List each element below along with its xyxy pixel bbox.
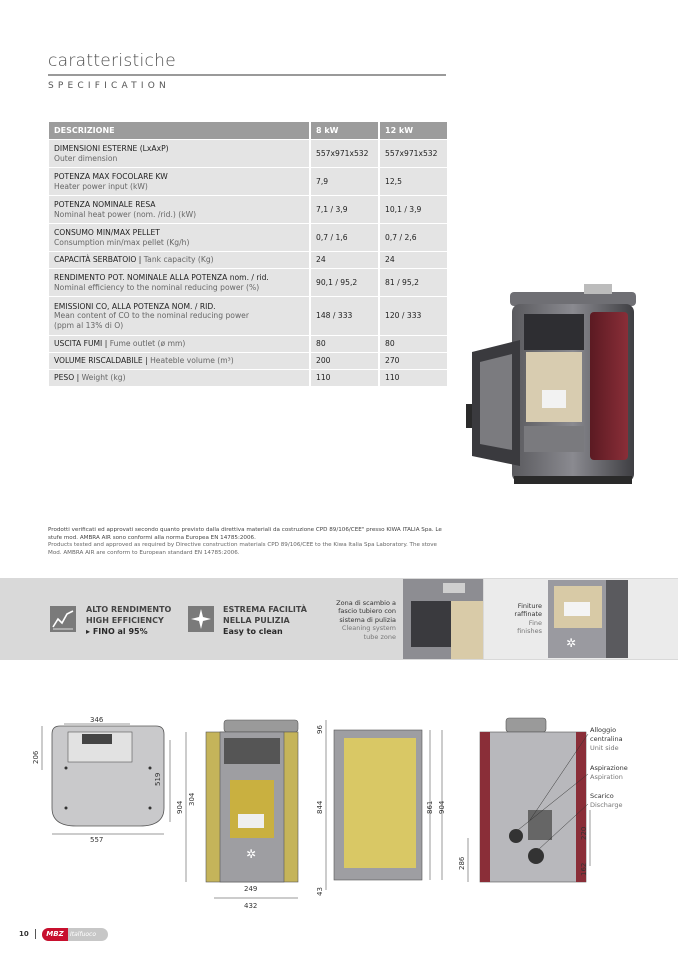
spec-desc xyxy=(49,168,309,195)
finish-it-1: Finiture xyxy=(517,602,542,610)
spec-value-12kw: 270 xyxy=(378,353,447,369)
table-row xyxy=(49,168,447,195)
spec-desc xyxy=(49,297,309,335)
stove-side-panel xyxy=(590,312,628,460)
dim-back-right: 220 xyxy=(580,826,588,840)
dim-front-total-width: 432 xyxy=(244,902,258,910)
spec-value-8kw: 557x971x532 xyxy=(309,140,378,167)
spec-value-8kw: 80 xyxy=(309,336,378,352)
spec-value-12kw: 10,1 / 3,9 xyxy=(378,196,447,223)
spec-desc-en: Weight (kg) xyxy=(81,373,126,383)
dim-back-bottom: 162 xyxy=(580,862,588,876)
page-title: caratteristiche xyxy=(48,51,176,71)
spec-table xyxy=(49,121,447,387)
spec-value-12kw: 110 xyxy=(378,370,447,386)
spec-desc-en: Outer dimension xyxy=(54,153,118,163)
feature-efficiency-en: HIGH EFFICIENCY xyxy=(86,615,164,625)
spec-value-12kw: 120 / 333 xyxy=(378,297,447,335)
stove-display xyxy=(584,284,612,294)
table-row xyxy=(49,353,447,369)
spec-value-8kw: 148 / 333 xyxy=(309,297,378,335)
feature-zone-text xyxy=(318,599,396,641)
zone-en-2: tube zone xyxy=(363,632,396,641)
svg-text:✲: ✲ xyxy=(246,847,257,861)
brand-logo xyxy=(42,928,108,941)
spec-value-12kw: 0,7 / 2,6 xyxy=(378,224,447,251)
dim-front-door-width: 249 xyxy=(244,885,258,893)
spec-desc-en-2: (ppm al 13% di O) xyxy=(54,320,124,330)
page-subtitle: SPECIFICATION xyxy=(48,81,170,91)
stove-door-glass xyxy=(480,354,512,450)
feature-efficiency-value: ▸ FINO al 95% xyxy=(86,626,148,636)
page-number: 10 xyxy=(19,930,29,938)
dim-side-top: 96 xyxy=(316,725,324,734)
spec-desc-it: RENDIMENTO POT. NOMINALE ALLA POTENZA nom. / rid. xyxy=(54,273,269,283)
spec-value-8kw: 7,9 xyxy=(309,168,378,195)
feature-cleaning-en: Easy to clean xyxy=(223,626,283,636)
feature-cleaning-line2: NELLA PULIZIA xyxy=(223,615,290,625)
sparkle-icon xyxy=(188,606,214,632)
page-separator xyxy=(35,929,36,939)
spec-value-12kw: 24 xyxy=(378,252,447,268)
table-row xyxy=(49,196,447,223)
table-row xyxy=(49,140,447,167)
zone-it-3: sistema di pulizia xyxy=(339,615,396,624)
dim-side-height-b: 904 xyxy=(438,800,446,814)
spec-desc-it: POTENZA NOMINALE RESA xyxy=(54,200,156,210)
spec-header-12kw: 12 kW xyxy=(378,122,447,139)
spec-desc xyxy=(49,336,309,352)
callout-discharge-it: Scarico xyxy=(590,792,614,800)
feature-efficiency xyxy=(86,605,171,637)
finishes-photo: ✲ xyxy=(548,580,628,658)
spec-desc-en: Heater power input (kW) xyxy=(54,181,148,191)
callout-aspiration-en: Aspiration xyxy=(590,773,623,781)
stove-ash-box xyxy=(524,426,584,452)
spec-desc xyxy=(49,252,309,268)
technical-drawings xyxy=(0,690,678,925)
spec-desc-en: Heateble volume (m³) xyxy=(150,356,234,366)
spec-value-8kw: 24 xyxy=(309,252,378,268)
spec-value-8kw: 110 xyxy=(309,370,378,386)
spec-value-8kw: 0,7 / 1,6 xyxy=(309,224,378,251)
features-band xyxy=(0,578,678,660)
spec-value-12kw: 81 / 95,2 xyxy=(378,269,447,296)
table-row xyxy=(49,336,447,352)
tube-zone-photo xyxy=(403,579,483,659)
finish-it-2: raffinate xyxy=(514,610,542,619)
callout-unit-it: Alloggio xyxy=(590,726,617,734)
feature-efficiency-it: ALTO RENDIMENTO xyxy=(86,605,172,614)
zone-it-2: fascio tubiero con xyxy=(338,607,396,616)
spec-desc-en: Nominal heat power (nom. /rid.) (kW) xyxy=(54,209,197,219)
spec-value-12kw: 12,5 xyxy=(378,168,447,195)
spec-header-8kw: 8 kW xyxy=(309,122,378,139)
spec-table-header xyxy=(49,122,447,139)
back-view-drawing xyxy=(468,718,590,882)
stove-door-handle xyxy=(466,404,472,428)
feature-finish-text xyxy=(496,602,542,636)
feature-cleaning-line1: ESTREMA FACILITÀ xyxy=(223,605,307,614)
spec-value-8kw: 7,1 / 3,9 xyxy=(309,196,378,223)
dim-top-width: 557 xyxy=(90,836,104,844)
dim-side-height-inner: 844 xyxy=(316,800,324,814)
table-row xyxy=(49,269,447,296)
callout-unit-en: Unit side xyxy=(590,744,619,752)
spec-desc-it: EMISSIONI CO, ALLA POTENZA NOM. / RID. xyxy=(54,301,216,311)
spec-header-description: DESCRIZIONE xyxy=(49,122,309,139)
spec-desc-it: DIMENSIONI ESTERNE (LxAxP) xyxy=(54,144,169,154)
front-view-drawing xyxy=(186,720,298,898)
brand-mbz: MBZ xyxy=(42,928,68,941)
spec-desc-en: Mean content of CO to the nominal reducing power xyxy=(54,311,249,321)
stove-base xyxy=(514,476,632,484)
dim-side-height-a: 861 xyxy=(426,800,434,814)
notes-it: Prodotti verificati ed approvati secondo quanto previsto dalla direttiva materiali da costruzione CPD 89/106/CEE" presso KIWA ITALIA Spa. Le stufe mod. AMBRA AIR sono conformi alla norma Europea EN 14785:2006. xyxy=(48,527,442,541)
notes-en: Products tested and approved as required by Directive construction materials CPD 89/106/CEE to the Kiwa Italia Spa Laboratory. The stove Mod. AMBRA AIR are conform to European standard EN 14785:2006. xyxy=(48,542,437,556)
spec-desc xyxy=(49,370,309,386)
efficiency-graph-icon xyxy=(50,606,76,632)
stove-grille xyxy=(524,314,584,350)
spec-desc-en: Tank capacity (Kg) xyxy=(143,255,214,265)
dim-side-bottom: 43 xyxy=(316,887,324,896)
dim-top-width-inner: 346 xyxy=(90,716,104,724)
spec-desc xyxy=(49,353,309,369)
table-row xyxy=(49,252,447,268)
spec-desc-en: Nominal efficiency to the nominal reducing power (%) xyxy=(54,282,260,292)
dim-back-left: 286 xyxy=(458,856,466,870)
finish-en-1: Fine xyxy=(528,618,542,627)
table-row xyxy=(49,297,447,335)
zone-it-1: Zona di scambio a xyxy=(336,599,396,607)
stove-photo xyxy=(462,280,640,490)
dim-top-side: 519 xyxy=(154,772,162,786)
dim-front-height-inner: 304 xyxy=(188,792,196,806)
spec-desc-en: Consumption min/max pellet (Kg/h) xyxy=(54,237,190,247)
stove-firebox xyxy=(526,352,582,422)
callout-aspiration-it: Aspirazione xyxy=(590,764,628,772)
callout-discharge-en: Discharge xyxy=(590,801,623,809)
feature-efficiency-value-text: FINO al 95% xyxy=(92,626,148,636)
spec-desc-it: USCITA FUMI | xyxy=(54,339,110,349)
top-view-drawing xyxy=(42,724,170,834)
feature-cleaning xyxy=(223,605,307,637)
spec-desc-it: PESO | xyxy=(54,373,82,383)
callout-unit-it2: centralina xyxy=(590,735,623,743)
spec-desc-en: Fume outlet (ø mm) xyxy=(109,339,186,349)
spec-desc xyxy=(49,196,309,223)
side-view-drawing xyxy=(326,720,442,890)
spec-value-8kw: 90,1 / 95,2 xyxy=(309,269,378,296)
brand-sub: Italfuoco xyxy=(70,931,97,938)
zone-en-1: Cleaning system xyxy=(341,624,396,633)
spec-desc xyxy=(49,140,309,167)
spec-desc-it: POTENZA MAX FOCOLARE KW xyxy=(54,172,168,182)
stove-brazier xyxy=(542,390,566,408)
dim-top-depth: 206 xyxy=(32,750,40,764)
table-row xyxy=(49,370,447,386)
spec-value-12kw: 80 xyxy=(378,336,447,352)
spec-value-8kw: 200 xyxy=(309,353,378,369)
dim-front-height-left: 904 xyxy=(176,800,184,814)
certification-notes xyxy=(48,527,448,557)
spec-desc-it: CAPACITÀ SERBATOIO | xyxy=(54,255,144,265)
table-row xyxy=(49,224,447,251)
spec-desc xyxy=(49,269,309,296)
finish-en-2: finishes xyxy=(517,627,542,636)
title-rule xyxy=(48,74,446,76)
spec-desc-it: CONSUMO MIN/MAX PELLET xyxy=(54,228,160,238)
stove-top xyxy=(510,292,636,306)
spec-desc-it: VOLUME RISCALDABILE | xyxy=(54,356,151,366)
spec-desc xyxy=(49,224,309,251)
spec-value-12kw: 557x971x532 xyxy=(378,140,447,167)
